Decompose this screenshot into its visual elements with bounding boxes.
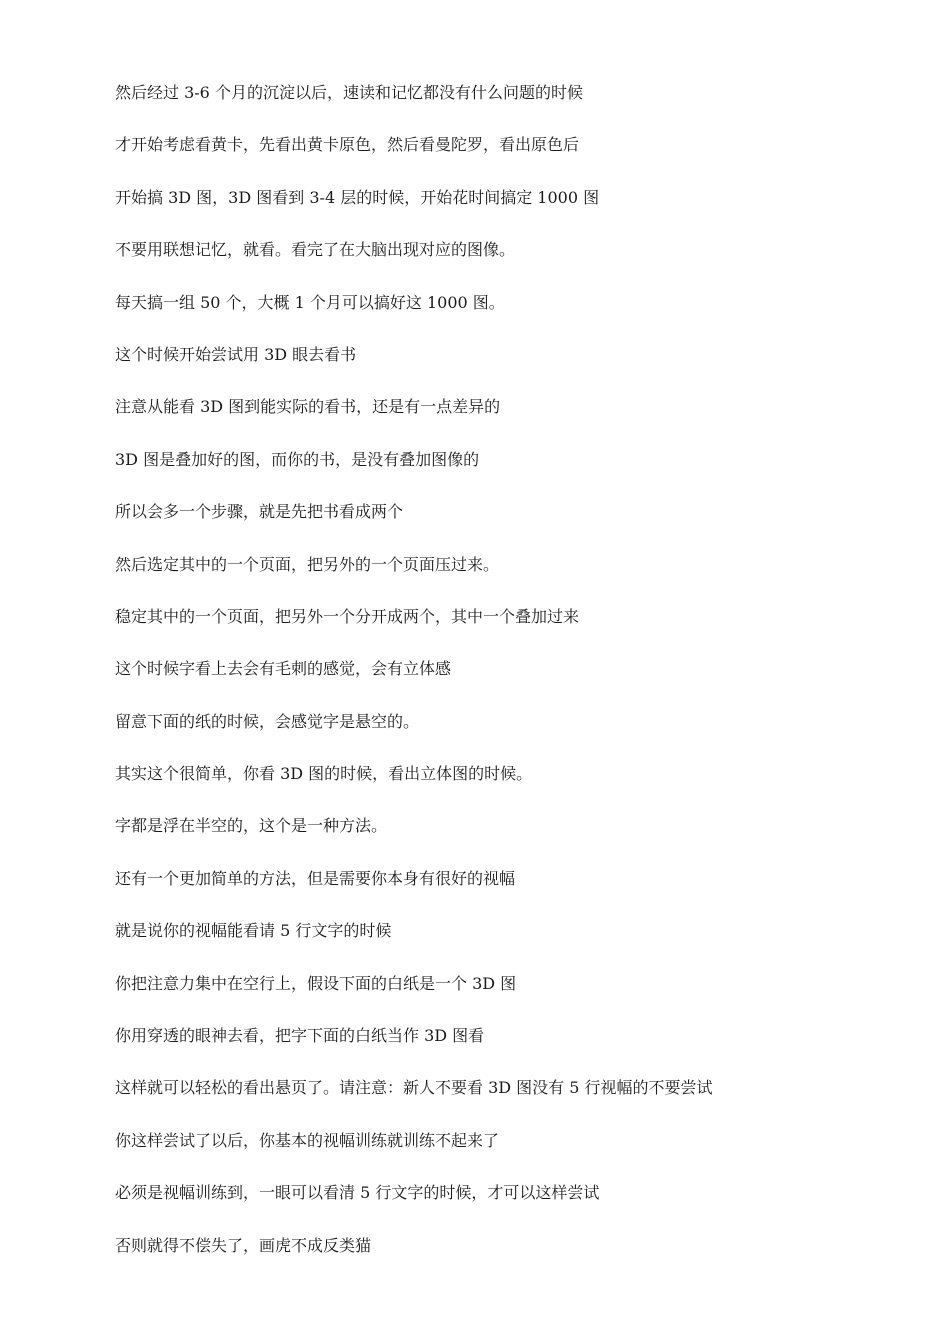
text-line: 你这样尝试了以后，你基本的视幅训练就训练不起来了	[115, 1130, 500, 1150]
text-line: 这样就可以轻松的看出悬页了。请注意：新人不要看 3D 图没有 5 行视幅的不要尝试	[115, 1078, 713, 1098]
text-line: 每天搞一组 50 个，大概 1 个月可以搞好这 1000 图。	[115, 292, 505, 312]
text-line: 留意下面的纸的时候，会感觉字是悬空的。	[115, 711, 420, 731]
text-line: 开始搞 3D 图，3D 图看到 3-4 层的时候，开始花时间搞定 1000 图	[115, 187, 600, 207]
document-body	[115, 80, 895, 1285]
text-line: 才开始考虑看黄卡，先看出黄卡原色，然后看曼陀罗，看出原色后	[115, 135, 580, 155]
text-line: 这个时候字看上去会有毛刺的感觉，会有立体感	[115, 659, 452, 679]
text-line: 然后选定其中的一个页面，把另外的一个页面压过来。	[115, 554, 500, 574]
text-line: 其实这个很简单，你看 3D 图的时候，看出立体图的时候。	[115, 764, 533, 784]
text-line: 你用穿透的眼神去看，把字下面的白纸当作 3D 图看	[115, 1026, 485, 1046]
text-line: 否则就得不偿失了，画虎不成反类猫	[115, 1235, 372, 1255]
text-line: 所以会多一个步骤，就是先把书看成两个	[115, 502, 404, 522]
text-line: 不要用联想记忆，就看。看完了在大脑出现对应的图像。	[115, 240, 516, 260]
text-line: 这个时候开始尝试用 3D 眼去看书	[115, 344, 357, 364]
text-line: 必须是视幅训练到，一眼可以看清 5 行文字的时候，才可以这样尝试	[115, 1183, 600, 1203]
text-line: 稳定其中的一个页面，把另外一个分开成两个，其中一个叠加过来	[115, 606, 580, 626]
text-line: 注意从能看 3D 图到能实际的看书，还是有一点差异的	[115, 397, 501, 417]
text-line: 字都是浮在半空的，这个是一种方法。	[115, 816, 388, 836]
text-line: 还有一个更加简单的方法，但是需要你本身有很好的视幅	[115, 868, 516, 888]
text-line: 然后经过 3-6 个月的沉淀以后，速读和记忆都没有什么问题的时候	[115, 83, 583, 102]
text-line: 你把注意力集中在空行上，假设下面的白纸是一个 3D 图	[115, 973, 517, 993]
text-line: 就是说你的视幅能看请 5 行文字的时候	[115, 921, 392, 941]
text-line: 3D 图是叠加好的图，而你的书，是没有叠加图像的	[115, 449, 480, 469]
